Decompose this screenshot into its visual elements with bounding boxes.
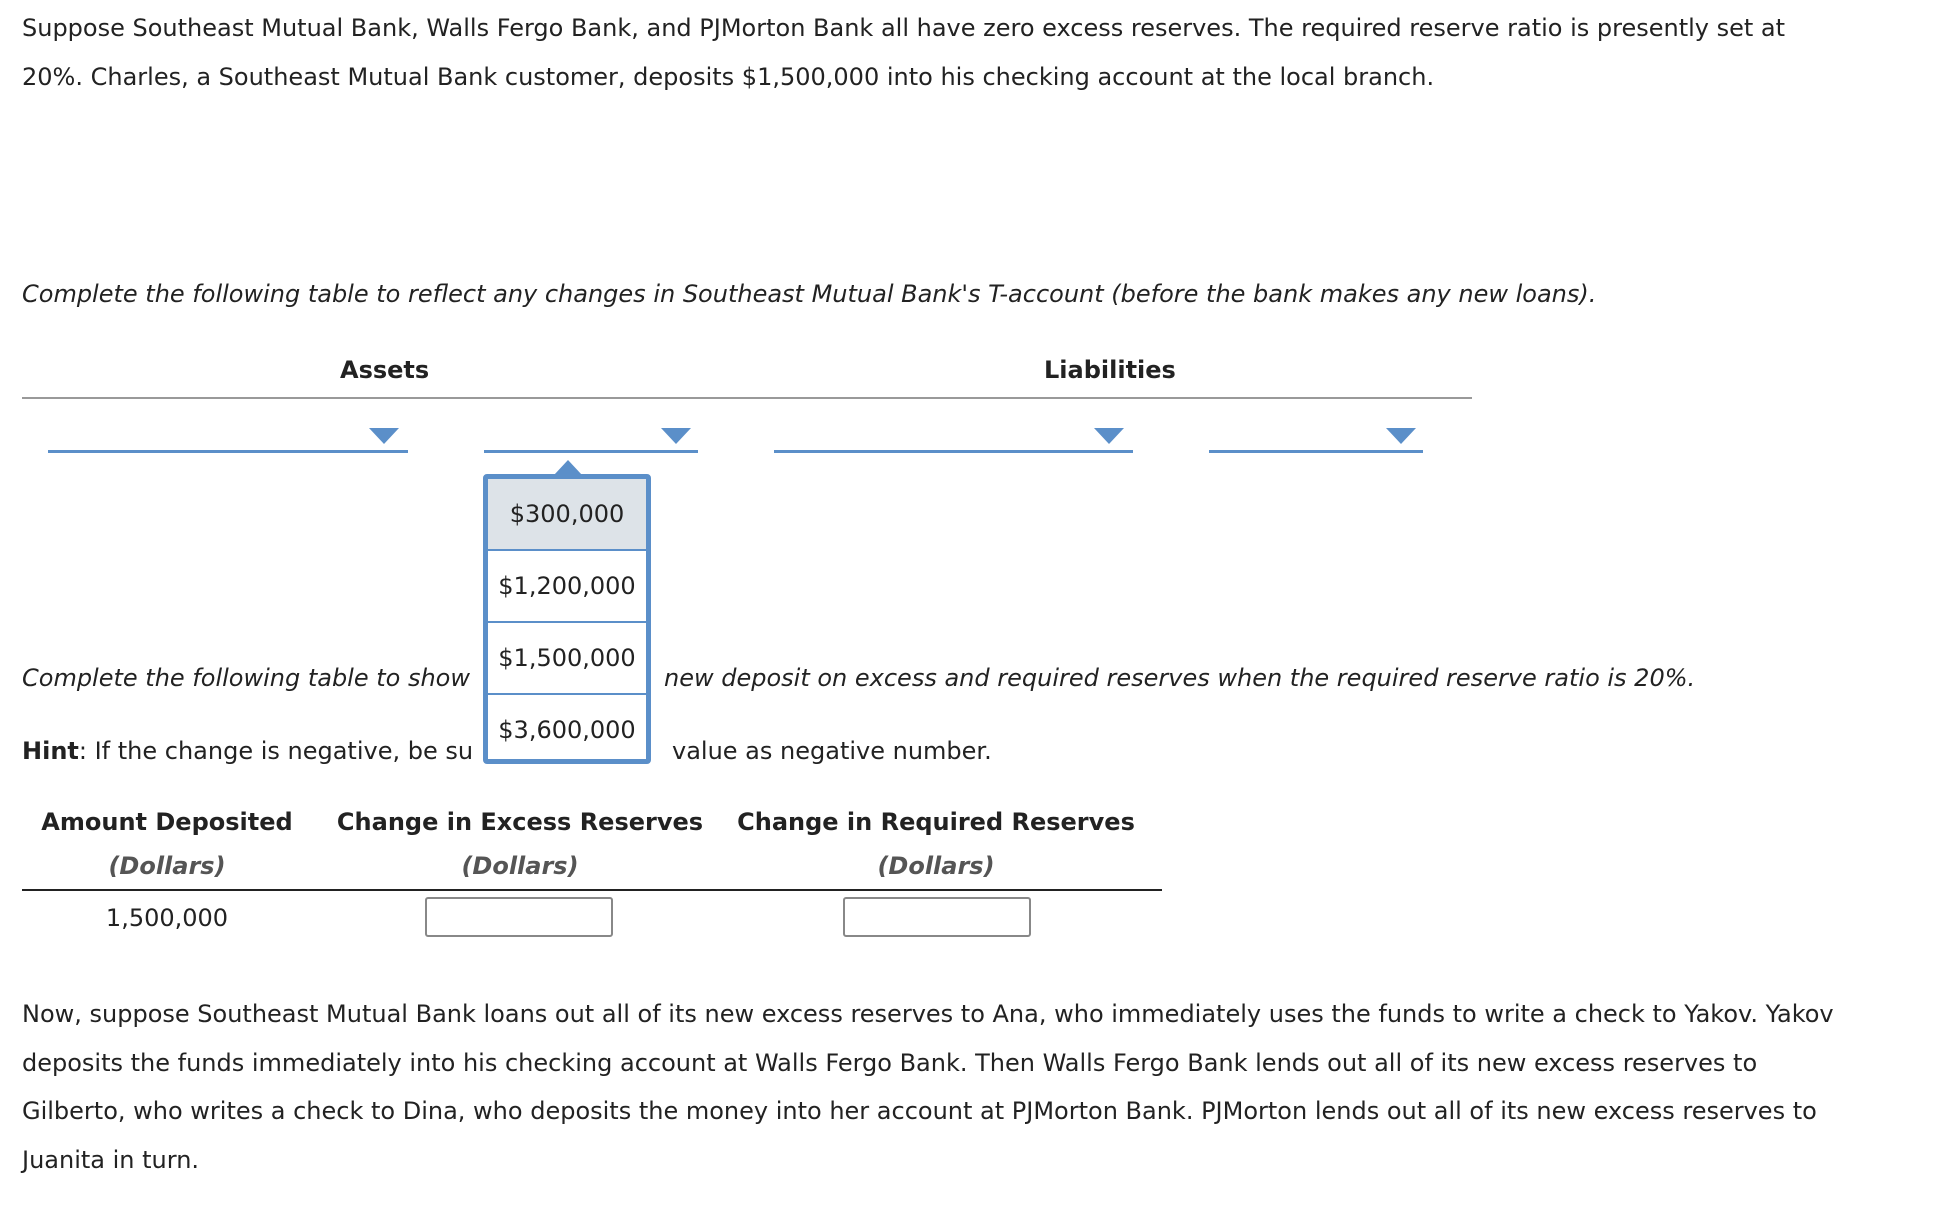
followup-line-4: Juanita in turn. xyxy=(22,1145,200,1174)
assets-header: Assets xyxy=(340,356,430,384)
dropdown-option[interactable]: $3,600,000 xyxy=(498,716,636,744)
select-underline xyxy=(774,450,1133,453)
select-underline xyxy=(484,450,698,453)
excess-reserves-input[interactable] xyxy=(425,897,613,937)
amount-deposited-value: 1,500,000 xyxy=(105,904,229,932)
reserves-instruction-left: Complete the following table to show xyxy=(22,664,470,692)
taccount-instruction: Complete the following table to reflect any changes in Southeast Mutual Bank's T-account (before the bank makes any new loans). xyxy=(22,280,1597,308)
dropdown-arrow-icon[interactable] xyxy=(1094,428,1124,444)
dropdown-arrow-icon[interactable] xyxy=(1386,428,1416,444)
followup-line-3: Gilberto, who writes a check to Dina, who deposits the money into her account at PJMorton Bank. PJMorton lends out all of its new excess reserves to xyxy=(22,1097,1817,1125)
amount-dropdown-list[interactable] xyxy=(483,474,651,764)
dropdown-caret-icon xyxy=(554,460,582,475)
hint-text-right: value as negative number. xyxy=(672,737,992,765)
hint-text xyxy=(22,737,473,765)
assets-account-select[interactable] xyxy=(48,424,408,454)
intro-line-2: 20%. Charles, a Southeast Mutual Bank customer, deposits $1,500,000 into his checking account at the local branch. xyxy=(22,62,1435,91)
followup-line-2: deposits the funds immediately into his checking account at Walls Fergo Bank. Then Walls Fergo Bank lends out all of its new excess reserves to xyxy=(22,1048,1758,1077)
followup-line-1: Now, suppose Southeast Mutual Bank loans out all of its new excess reserves to Ana, who immediately uses the funds to write a check to Yakov. Yakov xyxy=(22,1000,1834,1028)
table-header-rule xyxy=(22,889,1162,891)
dropdown-arrow-icon[interactable] xyxy=(661,428,691,444)
liabilities-header: Liabilities xyxy=(1044,356,1176,384)
dropdown-option[interactable]: $300,000 xyxy=(488,479,646,551)
excess-reserves-sub: (Dollars) xyxy=(461,852,579,880)
hint-text-left: : If the change is negative, be su xyxy=(78,737,474,765)
intro-line-1: Suppose Southeast Mutual Bank, Walls Fergo Bank, and PJMorton Bank all have zero excess reserves. The required reserve ratio is presently set at xyxy=(22,14,1786,42)
select-underline xyxy=(1209,450,1423,453)
reserves-instruction-right: new deposit on excess and required reserves when the required reserve ratio is 20%. xyxy=(664,664,1696,692)
hint-label: Hint xyxy=(22,737,79,765)
dropdown-option[interactable]: $1,200,000 xyxy=(488,551,646,623)
dropdown-arrow-icon[interactable] xyxy=(369,428,399,444)
taccount-divider xyxy=(22,397,1472,399)
followup-paragraph xyxy=(22,990,1902,1184)
required-reserves-header: Change in Required Reserves xyxy=(737,808,1135,836)
required-reserves-sub: (Dollars) xyxy=(877,852,995,880)
dropdown-option[interactable]: $1,500,000 xyxy=(488,623,646,695)
excess-reserves-header: Change in Excess Reserves xyxy=(336,808,704,836)
amount-deposited-header: Amount Deposited xyxy=(41,808,293,836)
liabilities-account-select[interactable] xyxy=(774,424,1133,454)
required-reserves-input[interactable] xyxy=(843,897,1031,937)
select-underline xyxy=(48,450,408,453)
amount-deposited-sub: (Dollars) xyxy=(108,852,226,880)
liabilities-amount-select[interactable] xyxy=(1209,424,1423,454)
intro-paragraph xyxy=(22,4,1902,101)
assets-amount-select[interactable] xyxy=(484,424,698,454)
